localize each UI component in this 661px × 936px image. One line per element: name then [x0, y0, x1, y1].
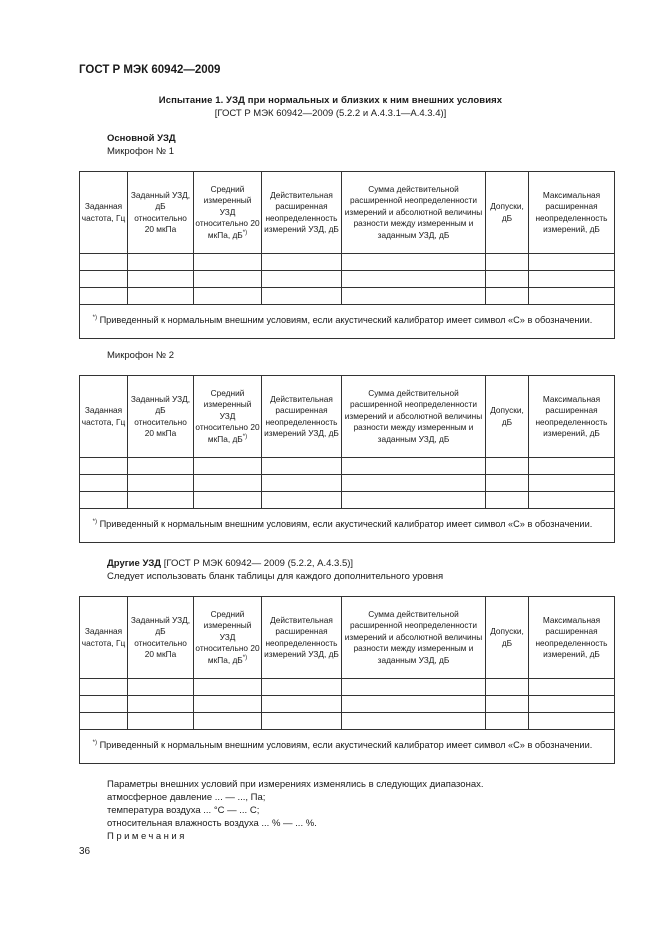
conditions-pressure: атмосферное давление ... — ..., Па;: [107, 792, 266, 803]
conditions-temperature: температура воздуха ... °С — ... С;: [107, 805, 260, 816]
header-set-spl: Заданный УЗД, дБ относительно 20 мкПа: [128, 172, 194, 254]
document-title: ГОСТ Р МЭК 60942—2009: [79, 64, 221, 76]
header-mean-measured-spl: Средний измеренный УЗД относительно 20 мкПа, дБ*): [194, 597, 262, 679]
conditions-humidity: относительная влажность воздуха ... % — ... %.: [107, 818, 317, 829]
notes-label: Примечания: [107, 831, 187, 842]
table-footnote-row: [80, 730, 615, 764]
header-frequency: Заданная частота, Гц: [80, 172, 128, 254]
header-frequency: Заданная частота, Гц: [80, 376, 128, 458]
microphone-2-label: Микрофон № 2: [107, 350, 175, 361]
table-footnote: *) Приведенный к нормальным внешним условиям, если акустический калибратор имеет символ «С» в обозначении.: [80, 509, 615, 543]
header-mean-measured-spl: Средний измеренный УЗД относительно 20 мкПа, дБ*): [194, 172, 262, 254]
header-max-uncertainty: Максимальная расширенная неопределенность измерений, дБ: [529, 172, 615, 254]
table-footnote-row: [80, 509, 615, 543]
conditions-intro: Параметры внешних условий при измерениях изменялись в следующих диапазонах.: [107, 779, 484, 790]
header-tolerances: Допуски, дБ: [486, 172, 529, 254]
table-row: [80, 288, 615, 305]
table-row: [80, 254, 615, 271]
header-sum-uncertainty-difference: Сумма действительной расширенной неопределенности измерений и абсолютной величины разности между измеренным и заданным УЗД, дБ: [342, 376, 486, 458]
header-max-uncertainty: Максимальная расширенная неопределенность измерений, дБ: [529, 597, 615, 679]
table-row: [80, 492, 615, 509]
header-tolerances: Допуски, дБ: [486, 376, 529, 458]
table-row: [80, 458, 615, 475]
table-header-row: [80, 172, 615, 254]
header-sum-uncertainty-difference: Сумма действительной расширенной неопределенности измерений и абсолютной величины разности между измеренным и заданным УЗД, дБ: [342, 597, 486, 679]
header-sum-uncertainty-difference: Сумма действительной расширенной неопределенности измерений и абсолютной величины разности между измеренным и заданным УЗД, дБ: [342, 172, 486, 254]
section-other-spl-heading: [107, 558, 353, 569]
page-number: 36: [79, 846, 91, 857]
results-table-mic2: [79, 375, 615, 543]
header-tolerances: Допуски, дБ: [486, 597, 529, 679]
table-footnote: *) Приведенный к нормальным внешним условиям, если акустический калибратор имеет символ «С» в обозначении.: [80, 730, 615, 764]
header-set-spl: Заданный УЗД, дБ относительно 20 мкПа: [128, 597, 194, 679]
table-row: [80, 271, 615, 288]
results-table-other-spl: [79, 596, 615, 764]
header-actual-uncertainty: Действительная расширенная неопределенность измерений УЗД, дБ: [262, 172, 342, 254]
header-max-uncertainty: Максимальная расширенная неопределенность измерений, дБ: [529, 376, 615, 458]
header-set-spl: Заданный УЗД, дБ относительно 20 мкПа: [128, 376, 194, 458]
section-main-spl-title: Основной УЗД: [107, 133, 176, 144]
table-row: [80, 679, 615, 696]
header-actual-uncertainty: Действительная расширенная неопределенность измерений УЗД, дБ: [262, 597, 342, 679]
test-reference: [ГОСТ Р МЭК 60942—2009 (5.2.2 и А.4.3.1—А.4.3.4)]: [214, 108, 447, 119]
section-other-spl-reference: [ГОСТ Р МЭК 60942— 2009 (5.2.2, А.4.3.5)]: [163, 558, 354, 569]
section-other-spl-title: Другие УЗД: [107, 558, 162, 569]
header-mean-measured-spl: Средний измеренный УЗД относительно 20 мкПа, дБ*): [194, 376, 262, 458]
test-title: Испытание 1. УЗД при нормальных и близких к ним внешних условиях: [158, 95, 503, 106]
table-header-row: [80, 376, 615, 458]
table-header-row: [80, 597, 615, 679]
table-footnote: *) Приведенный к нормальным внешним условиям, если акустический калибратор имеет символ «С» в обозначении.: [80, 305, 615, 339]
table-row: [80, 713, 615, 730]
table-row: [80, 475, 615, 492]
header-actual-uncertainty: Действительная расширенная неопределенность измерений УЗД, дБ: [262, 376, 342, 458]
table-footnote-row: [80, 305, 615, 339]
microphone-1-label: Микрофон № 1: [107, 146, 175, 157]
results-table-mic1: [79, 171, 615, 339]
table-row: [80, 696, 615, 713]
header-frequency: Заданная частота, Гц: [80, 597, 128, 679]
section-other-spl-instruction: Следует использовать бланк таблицы для каждого дополнительного уровня: [107, 571, 444, 582]
